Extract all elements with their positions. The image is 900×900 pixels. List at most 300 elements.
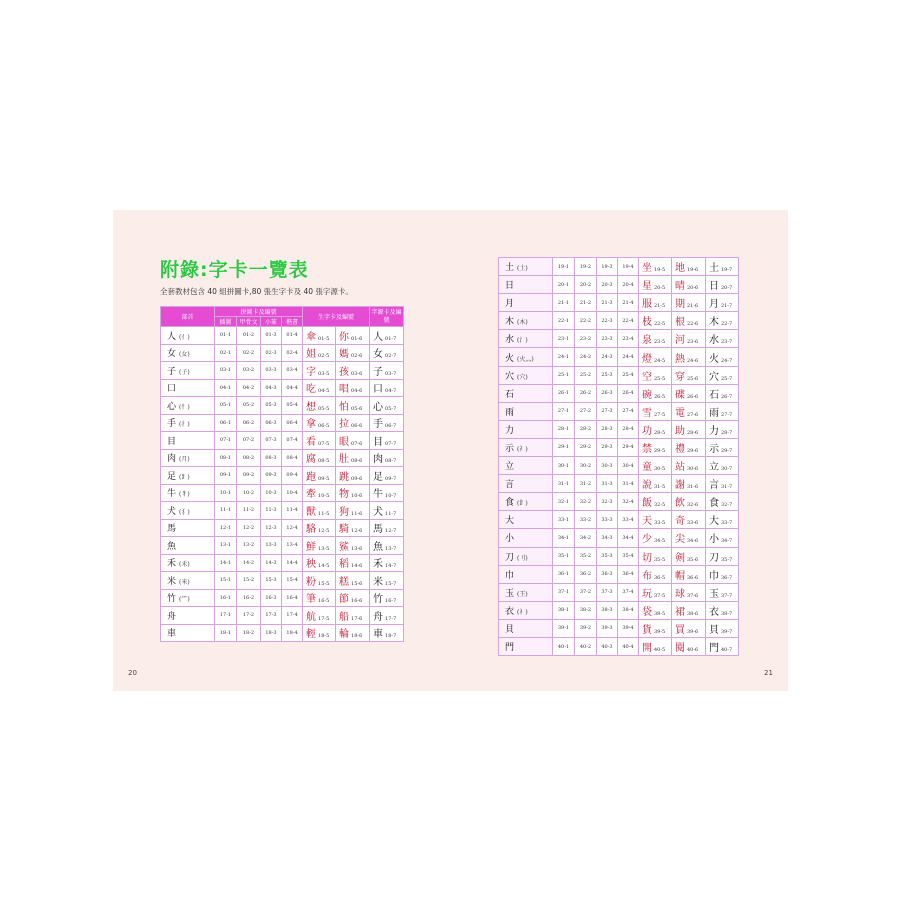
char-card-cell (672, 294, 706, 312)
puzzle-card-code: 18-4 (282, 624, 303, 642)
card-char: 航 (306, 611, 317, 623)
puzzle-card-code: 22-1 (553, 312, 575, 330)
char-card-cell (672, 565, 706, 583)
radical-variant: (飠) (517, 500, 528, 508)
table-row (161, 327, 404, 345)
header-sub-illustration: 插圖 (215, 317, 237, 327)
radical-char: 人 (167, 331, 177, 342)
card-char: 怕 (339, 401, 350, 413)
radical-char: 穴 (505, 371, 515, 382)
char-card-cell (639, 258, 672, 276)
card-code: 01-5 (318, 335, 330, 342)
puzzle-card-code: 12-4 (282, 519, 303, 537)
char-card-cell (303, 502, 336, 520)
card-char: 童 (642, 462, 652, 474)
source-card-cell (706, 312, 739, 330)
radical-cell (161, 362, 215, 380)
card-code: 24-6 (687, 357, 699, 364)
puzzle-card-code: 21-4 (618, 294, 639, 312)
card-char: 食 (709, 498, 719, 510)
char-card-cell (336, 554, 370, 572)
puzzle-card-code: 22-2 (575, 312, 597, 330)
card-code: 16-6 (351, 598, 363, 605)
radical-char: 土 (505, 263, 515, 274)
source-card-cell (370, 344, 404, 362)
card-char: 船 (339, 611, 350, 623)
card-code: 15-7 (385, 580, 397, 587)
source-card-cell (706, 637, 739, 655)
radical-cell (161, 327, 215, 345)
radical-variant: (亻) (179, 333, 190, 341)
char-card-cell (303, 572, 336, 590)
card-code: 04-7 (385, 388, 397, 395)
source-card-cell (706, 493, 739, 511)
table-row (499, 565, 739, 583)
card-code: 04-6 (351, 388, 363, 395)
char-card-cell (672, 420, 706, 438)
char-card-cell (303, 327, 336, 345)
table-row (499, 402, 739, 420)
card-char: 孩 (339, 366, 350, 378)
puzzle-card-code: 03-3 (261, 362, 282, 380)
puzzle-card-code: 17-2 (237, 607, 261, 625)
card-char: 立 (709, 462, 719, 474)
card-code: 02-6 (351, 353, 363, 360)
card-code: 39-6 (687, 628, 699, 635)
puzzle-card-code: 02-4 (282, 344, 303, 362)
radical-cell (161, 607, 215, 625)
card-code: 35-7 (721, 556, 733, 563)
source-card-cell (706, 258, 739, 276)
card-char: 水 (709, 335, 719, 347)
card-code: 15-6 (351, 580, 363, 587)
char-card-cell (639, 475, 672, 493)
puzzle-card-code: 40-4 (618, 637, 639, 655)
puzzle-card-code: 19-4 (618, 258, 639, 276)
puzzle-card-code: 38-4 (618, 601, 639, 619)
card-code: 20-5 (654, 285, 666, 292)
source-card-cell (370, 607, 404, 625)
puzzle-card-code: 31-4 (618, 475, 639, 493)
card-char: 字 (306, 366, 317, 378)
puzzle-card-code: 38-3 (597, 601, 618, 619)
radical-char: 力 (505, 425, 515, 436)
card-code: 30-5 (654, 466, 666, 473)
table-row (499, 637, 739, 655)
card-code: 32-6 (687, 502, 699, 509)
card-char: 目 (373, 436, 384, 448)
card-char: 謝 (675, 480, 685, 492)
puzzle-card-code: 17-3 (261, 607, 282, 625)
card-char: 星 (642, 281, 652, 293)
puzzle-card-code: 27-1 (553, 402, 575, 420)
char-card-cell (336, 484, 370, 502)
char-card-cell (303, 554, 336, 572)
radical-char: 手 (167, 419, 177, 430)
puzzle-card-code: 35-4 (618, 547, 639, 565)
puzzle-card-code: 06-3 (261, 414, 282, 432)
radical-variant: (礻) (517, 445, 528, 453)
radical-variant: (忄) (179, 403, 190, 411)
puzzle-card-code: 39-1 (553, 619, 575, 637)
card-char: 女 (373, 349, 384, 361)
radical-cell (161, 572, 215, 590)
puzzle-card-code: 34-3 (597, 529, 618, 547)
char-card-cell (672, 619, 706, 637)
header-puzzle-group: 拼圖卡及編號 (215, 307, 303, 317)
card-char: 石 (709, 389, 719, 401)
puzzle-card-code: 30-1 (553, 457, 575, 475)
card-char: 大 (709, 516, 719, 528)
puzzle-card-code: 15-2 (237, 572, 261, 590)
char-card-cell (303, 344, 336, 362)
radical-char: 日 (505, 281, 515, 292)
puzzle-card-code: 08-2 (237, 449, 261, 467)
card-code: 25-6 (687, 375, 699, 382)
right-page-number: 21 (764, 669, 773, 677)
card-char: 天 (642, 516, 652, 528)
card-char: 肉 (373, 454, 384, 466)
radical-char: 足 (167, 471, 177, 482)
table-row (161, 519, 404, 537)
card-code: 12-7 (385, 528, 397, 535)
card-char: 日 (709, 281, 719, 293)
card-code: 38-6 (687, 610, 699, 617)
puzzle-card-code: 31-1 (553, 475, 575, 493)
char-card-cell (672, 384, 706, 402)
puzzle-card-code: 21-1 (553, 294, 575, 312)
puzzle-card-code: 27-2 (575, 402, 597, 420)
card-code: 04-5 (318, 388, 330, 395)
card-code: 38-5 (654, 610, 666, 617)
card-char: 心 (373, 401, 384, 413)
puzzle-card-code: 31-2 (575, 475, 597, 493)
card-code: 13-6 (351, 545, 363, 552)
source-card-cell (370, 537, 404, 555)
card-char: 剣 (675, 552, 685, 564)
char-card-cell (639, 384, 672, 402)
radical-cell (499, 420, 553, 438)
radical-variant: (牜) (179, 491, 190, 499)
radical-cell (499, 457, 553, 475)
card-char: 拉 (339, 419, 350, 431)
source-card-cell (706, 547, 739, 565)
card-char: 輕 (306, 629, 317, 641)
radical-cell (499, 637, 553, 655)
card-char: 泉 (642, 335, 652, 347)
card-char: 狗 (339, 506, 350, 518)
card-char: 車 (373, 629, 384, 641)
radical-char: 示 (505, 443, 515, 454)
radical-variant: (月) (179, 456, 190, 464)
page-title: 附錄:字卡一覽表 (160, 259, 309, 281)
char-card-cell (303, 432, 336, 450)
char-card-cell (303, 589, 336, 607)
card-char: 晴 (675, 281, 685, 293)
radical-cell (499, 258, 553, 276)
char-card-cell (336, 519, 370, 537)
puzzle-card-code: 13-1 (215, 537, 237, 555)
puzzle-card-code: 01-3 (261, 327, 282, 345)
puzzle-card-code: 07-4 (282, 432, 303, 450)
card-code: 36-6 (687, 574, 699, 581)
header-source-card: 字源卡及編號 (370, 307, 404, 327)
puzzle-card-code: 25-1 (553, 366, 575, 384)
radical-char: 女 (167, 349, 177, 360)
char-card-cell (303, 519, 336, 537)
char-card-cell (336, 379, 370, 397)
card-code: 22-5 (654, 321, 666, 328)
card-char: 服 (642, 299, 652, 311)
card-char: 切 (642, 552, 652, 564)
puzzle-card-code: 23-4 (618, 330, 639, 348)
puzzle-card-code: 20-3 (597, 276, 618, 294)
card-char: 物 (339, 489, 350, 501)
puzzle-card-code: 21-3 (597, 294, 618, 312)
source-card-cell (370, 484, 404, 502)
card-code: 13-7 (385, 545, 397, 552)
card-code: 18-6 (351, 633, 363, 640)
card-code: 40-7 (721, 647, 733, 654)
char-card-cell (336, 607, 370, 625)
puzzle-card-code: 26-2 (575, 384, 597, 402)
radical-char: 貝 (505, 624, 515, 635)
header-radical: 部首 (161, 307, 215, 327)
puzzle-card-code: 20-1 (553, 276, 575, 294)
card-code: 27-6 (687, 411, 699, 418)
puzzle-card-code: 27-3 (597, 402, 618, 420)
puzzle-card-code: 39-2 (575, 619, 597, 637)
radical-char: 衣 (505, 606, 515, 617)
card-table-right (498, 257, 739, 656)
card-char: 牽 (306, 489, 317, 501)
table-row (161, 414, 404, 432)
card-code: 14-5 (318, 563, 330, 570)
card-code: 19-5 (654, 267, 666, 274)
radical-cell (499, 547, 553, 565)
puzzle-card-code: 08-1 (215, 449, 237, 467)
card-char: 傘 (306, 331, 317, 343)
puzzle-card-code: 25-3 (597, 366, 618, 384)
card-code: 03-6 (351, 370, 363, 377)
puzzle-card-code: 17-1 (215, 607, 237, 625)
card-char: 說 (642, 480, 652, 492)
source-card-cell (706, 384, 739, 402)
card-code: 21-6 (687, 303, 699, 310)
puzzle-card-code: 14-4 (282, 554, 303, 572)
card-code: 06-7 (385, 423, 397, 430)
char-card-cell (303, 624, 336, 642)
card-code: 34-6 (687, 538, 699, 545)
table-row (499, 547, 739, 565)
puzzle-card-code: 33-2 (575, 511, 597, 529)
source-card-cell (706, 511, 739, 529)
puzzle-card-code: 28-4 (618, 420, 639, 438)
puzzle-card-code: 23-1 (553, 330, 575, 348)
card-char: 騎 (339, 524, 350, 536)
puzzle-card-code: 14-2 (237, 554, 261, 572)
char-card-cell (303, 379, 336, 397)
radical-variant: (犭) (179, 508, 190, 516)
table-row (161, 397, 404, 415)
radical-cell (499, 438, 553, 456)
card-code: 31-5 (654, 484, 666, 491)
radical-char: 口 (167, 384, 177, 395)
table-row (499, 601, 739, 619)
char-card-cell (336, 449, 370, 467)
radical-char: 馬 (167, 524, 177, 535)
char-card-cell (336, 362, 370, 380)
card-char: 媽 (339, 349, 350, 361)
card-code: 03-7 (385, 370, 397, 377)
puzzle-card-code: 09-3 (261, 467, 282, 485)
char-card-cell (639, 601, 672, 619)
puzzle-card-code: 16-1 (215, 589, 237, 607)
char-card-cell (303, 449, 336, 467)
puzzle-card-code: 39-4 (618, 619, 639, 637)
puzzle-card-code: 16-2 (237, 589, 261, 607)
card-code: 20-6 (687, 285, 699, 292)
source-card-cell (706, 402, 739, 420)
card-code: 14-6 (351, 563, 363, 570)
puzzle-card-code: 19-1 (553, 258, 575, 276)
card-code: 34-5 (654, 538, 666, 545)
card-char: 米 (373, 576, 384, 588)
card-char: 口 (373, 384, 384, 396)
card-code: 21-7 (721, 303, 733, 310)
card-char: 獸 (306, 506, 317, 518)
card-code: 15-5 (318, 580, 330, 587)
card-code: 05-7 (385, 405, 397, 412)
table-row (161, 467, 404, 485)
radical-char: 言 (505, 480, 515, 491)
radical-cell (161, 554, 215, 572)
card-char: 手 (373, 419, 384, 431)
puzzle-card-code: 04-1 (215, 379, 237, 397)
radical-variant: (⻊) (179, 473, 190, 481)
puzzle-card-code: 01-4 (282, 327, 303, 345)
puzzle-card-code: 36-1 (553, 565, 575, 583)
card-char: 尖 (675, 534, 685, 546)
char-card-cell (639, 637, 672, 655)
card-code: 09-5 (318, 475, 330, 482)
source-card-cell (706, 457, 739, 475)
radical-char: 巾 (505, 570, 515, 581)
source-card-cell (706, 529, 739, 547)
card-char: 貨 (642, 624, 652, 636)
source-card-cell (706, 601, 739, 619)
puzzle-card-code: 13-4 (282, 537, 303, 555)
radical-char: 玉 (505, 588, 515, 599)
table-row (499, 294, 739, 312)
radical-cell (499, 276, 553, 294)
table-row (499, 366, 739, 384)
radical-char: 車 (167, 629, 177, 640)
card-code: 16-7 (385, 598, 397, 605)
table-row (161, 502, 404, 520)
card-char: 犬 (373, 506, 384, 518)
radical-variant: (扌) (179, 421, 190, 429)
source-card-cell (370, 572, 404, 590)
card-code: 29-6 (687, 447, 699, 454)
radical-char: 目 (167, 436, 177, 447)
puzzle-card-code: 38-1 (553, 601, 575, 619)
card-code: 26-6 (687, 393, 699, 400)
puzzle-card-code: 15-3 (261, 572, 282, 590)
card-char: 禮 (675, 443, 685, 455)
card-code: 11-7 (385, 510, 397, 517)
radical-cell (161, 344, 215, 362)
puzzle-card-code: 33-3 (597, 511, 618, 529)
puzzle-card-code: 05-2 (237, 397, 261, 415)
card-code: 07-6 (351, 440, 363, 447)
puzzle-card-code: 14-3 (261, 554, 282, 572)
puzzle-card-code: 18-2 (237, 624, 261, 642)
card-code: 29-7 (721, 447, 733, 454)
card-code: 07-7 (385, 440, 397, 447)
char-card-cell (672, 511, 706, 529)
puzzle-card-code: 20-4 (618, 276, 639, 294)
puzzle-card-code: 29-2 (575, 438, 597, 456)
radical-cell (499, 529, 553, 547)
char-card-cell (303, 537, 336, 555)
puzzle-card-code: 31-3 (597, 475, 618, 493)
card-code: 27-7 (721, 411, 733, 418)
puzzle-card-code: 29-4 (618, 438, 639, 456)
char-card-cell (639, 438, 672, 456)
char-card-cell (639, 511, 672, 529)
card-char: 裙 (675, 606, 685, 618)
puzzle-card-code: 25-2 (575, 366, 597, 384)
table-row (161, 449, 404, 467)
radical-cell (499, 511, 553, 529)
puzzle-card-code: 35-3 (597, 547, 618, 565)
puzzle-card-code: 10-1 (215, 484, 237, 502)
puzzle-card-code: 24-1 (553, 348, 575, 366)
char-card-cell (672, 637, 706, 655)
radical-cell (161, 467, 215, 485)
puzzle-card-code: 07-1 (215, 432, 237, 450)
radical-char: 竹 (167, 594, 177, 605)
puzzle-card-code: 26-1 (553, 384, 575, 402)
card-char: 鯊 (339, 541, 350, 553)
card-char: 唱 (339, 384, 350, 396)
char-card-cell (336, 624, 370, 642)
card-code: 36-5 (654, 574, 666, 581)
source-card-cell (370, 624, 404, 642)
radical-char: 子 (167, 366, 177, 377)
card-code: 11-6 (351, 510, 363, 517)
card-code: 22-7 (721, 321, 733, 328)
card-code: 35-6 (687, 556, 699, 563)
radical-variant: (女) (179, 351, 190, 359)
puzzle-card-code: 05-4 (282, 397, 303, 415)
card-char: 貝 (709, 624, 719, 636)
card-char: 買 (675, 624, 685, 636)
puzzle-card-code: 24-3 (597, 348, 618, 366)
card-code: 13-5 (318, 545, 330, 552)
card-char: 碗 (642, 389, 652, 401)
puzzle-card-code: 37-3 (597, 583, 618, 601)
table-row (499, 258, 739, 276)
card-char: 吃 (306, 384, 317, 396)
char-card-cell (672, 457, 706, 475)
radical-cell (161, 519, 215, 537)
card-char: 言 (709, 480, 719, 492)
radical-cell (161, 589, 215, 607)
card-code: 06-6 (351, 423, 363, 430)
source-card-cell (370, 519, 404, 537)
